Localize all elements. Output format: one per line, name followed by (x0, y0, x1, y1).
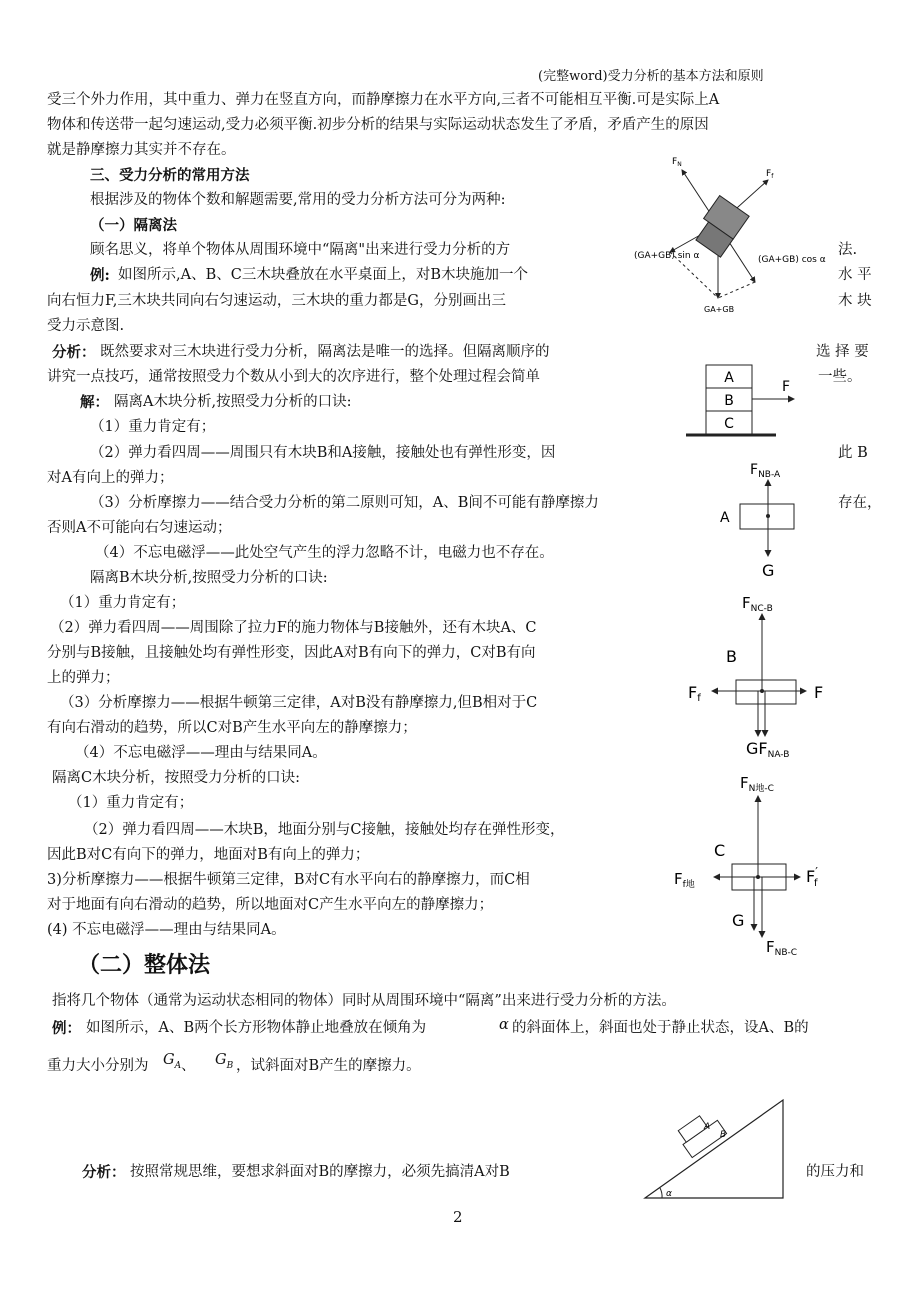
text-line: 存在， (838, 495, 882, 511)
text-line: 3)分析摩擦力——根据牛顿第三定律，B对C有水平向右的静摩擦力，而C相 (47, 872, 530, 888)
fbd-c-right-label: F′ f (806, 865, 818, 889)
fig1-sin-label: (GA+GB) sin α (634, 251, 700, 261)
text-line: 顾名思义，将单个物体从周围环境中“隔离"出来进行受力分析的方 (90, 242, 511, 258)
text-line: （4）不忘电磁浮——此处空气产生的浮力忽略不计，电磁力也不存在。 (95, 545, 554, 561)
text-line: 有向右滑动的趋势，所以C对B产生水平向左的静摩擦力； (47, 720, 417, 736)
text-line: 讲究一点技巧，通常按照受力个数从小到大的次序进行，整个处理过程会简单 (47, 369, 540, 385)
math-ga: $G_A$ (163, 1052, 182, 1071)
text-line: 木 块 (838, 293, 872, 309)
figure-stacked-blocks (686, 360, 816, 440)
fbd-a-top-label: $F_{NB-A}$ (750, 462, 781, 480)
text-line: 向右恒力F,三木块共同向右匀速运动，三木块的重力都是G，分别画出三 (47, 293, 506, 309)
text-line: （3）分析摩擦力——根据牛顿第三定律，A对B没有静摩擦力,但B相对于C (60, 695, 538, 711)
fbd-c-name: C (714, 841, 726, 860)
text-line: 既然要求对三木块进行受力分析，隔离法是唯一的选择。但隔离顺序的 (100, 344, 550, 360)
fbd-a-name: A (720, 510, 730, 526)
figure-fbd-a (716, 452, 836, 582)
fbd-c-g-label: G (732, 911, 745, 930)
text-line: 物体和传送带一起匀速运动,受力必须平衡.初步分析的结果与实际运动状态发生了矛盾，矛盾产生的原因 (47, 117, 709, 133)
text-line: （1）重力肯定有； (60, 595, 186, 611)
fbd-b-top-label: $F_{NC-B}$ (742, 594, 773, 614)
text-line: 隔离B木块分析,按照受力分析的口诀: (90, 570, 328, 586)
text-line: 对于地面有向右滑动的趋势，所以地面对C产生水平向左的静摩擦力； (47, 897, 494, 913)
text-line: （1）重力肯定有； (90, 419, 216, 435)
text-line: （1）重力肯定有； (68, 795, 194, 811)
fbd-b-left-label: Ff (688, 683, 701, 704)
text-line: 上的弹力； (47, 670, 120, 686)
page-header-title: (完整word)受力分析的基本方法和原则 (538, 69, 764, 84)
text-line: 隔离A木块分析,按照受力分析的口诀: (114, 394, 352, 410)
math-gb: $G_B$ (215, 1052, 234, 1071)
subsection-heading: （一）隔离法 (90, 217, 177, 234)
text-line: 指将几个物体（通常为运动状态相同的物体）同时从周围环境中“隔离”出来进行受力分析的方法。 (52, 993, 676, 1009)
text-line: 如图所示，A、B两个长方形物体静止地叠放在倾角为 (86, 1020, 427, 1036)
math-alpha: α (499, 1017, 509, 1033)
text-line: (4) 不忘电磁浮——理由与结果同A。 (47, 922, 286, 938)
text-line: （2）弹力看四周——周围除了拉力F的施力物体与B接触外，还有木块A、C (50, 620, 537, 636)
text-line: （3）分析摩擦力——结合受力分析的第二原则可知，A、B间不可能有静摩擦力 (90, 495, 599, 511)
text-line: 水 平 (838, 267, 872, 283)
fig1-cos-label: (GA+GB) cos α (758, 255, 826, 265)
fig1-ff-label: $F_f$ (766, 169, 774, 180)
text-line: 选 择 要 (816, 344, 869, 360)
solution-label: 解： (80, 394, 109, 411)
text-line: 受力示意图. (47, 318, 125, 334)
fig1-fn-label: $F_N$ (672, 157, 682, 168)
figure-incline (640, 1095, 790, 1205)
text-line: 一些。 (818, 369, 862, 385)
text-line: 按照常规思维，要想求斜面对B的摩擦力，必须先搞清A对B (130, 1164, 510, 1180)
text-line: 的压力和 (806, 1164, 864, 1180)
fbd-c-top-label: $F_{N地-C}$ (740, 774, 774, 794)
text-line: 就是静摩擦力其实并不存在。 (47, 142, 236, 158)
text-line: 对A有向上的弹力； (47, 470, 174, 486)
text-line: 隔离C木块分析，按照受力分析的口诀: (52, 770, 300, 786)
incline-label-b: B (720, 1130, 727, 1140)
fbd-c-left-label: $F_{f地}$ (674, 870, 695, 890)
analysis-label: 分析： (82, 1164, 126, 1181)
fbd-b-name: B (726, 647, 737, 666)
text-line: ，试斜面对B产生的摩擦力。 (236, 1058, 421, 1074)
fig1-g-label: GA+GB (704, 305, 735, 314)
text-line: 的斜面体上，斜面也处于静止状态，设A、B的 (512, 1020, 809, 1036)
figure-force-decomposition (630, 150, 840, 325)
example-label: 例： (52, 1020, 81, 1037)
incline-angle: α (666, 1189, 672, 1199)
text-line: 因此B对C有向下的弹力，地面对B有向上的弹力； (47, 847, 370, 863)
subsection-heading-whole: （二）整体法 (78, 952, 211, 978)
fbd-c-bottom-label: $F_{NB-C}$ (766, 938, 798, 958)
section-heading: 三、受力分析的常用方法 (90, 167, 250, 184)
page-number: 2 (453, 1208, 463, 1226)
fbd-b-bottom-label: GFNA-B (746, 739, 790, 760)
fbd-b-right-label: F (814, 683, 824, 702)
stack-label-c: C (724, 416, 734, 432)
stack-label-b: B (724, 393, 734, 409)
example-label: 例: (90, 267, 110, 284)
text-line: 否则A不可能向右匀速运动； (47, 520, 232, 536)
text-line: （2）弹力看四周——木块B，地面分别与C接触，接触处均存在弹性形变， (84, 822, 565, 838)
incline-label-a: A (704, 1122, 711, 1132)
text-line: 法. (838, 242, 858, 258)
text-line: 受三个外力作用，其中重力、弹力在竖直方向，而静摩擦力在水平方向,三者不可能相互平衡.可是实际上A (47, 92, 720, 108)
analysis-label: 分析： (52, 344, 96, 361)
text-line: （4）不忘电磁浮——理由与结果同A。 (75, 745, 327, 761)
text-line: 如图所示,A、B、C三木块叠放在水平桌面上，对B木块施加一个 (118, 267, 528, 283)
text-line: 分别与B接触，且接触处均有弹性形变，因此A对B有向下的弹力，C对B有向 (47, 645, 536, 661)
stack-label-f: F (782, 379, 791, 395)
figure-fbd-b (684, 588, 844, 763)
text-line: 根据涉及的物体个数和解题需要,常用的受力分析方法可分为两种: (90, 192, 506, 208)
text-line: 此 B (838, 445, 868, 461)
text-line: （2）弹力看四周——周围只有木块B和A接触，接触处也有弹性形变，因 (90, 445, 556, 461)
text-line: 重力大小分别为 (47, 1058, 149, 1074)
text-line: 、 (181, 1058, 196, 1074)
stack-label-a: A (724, 370, 734, 386)
figure-fbd-c (674, 762, 844, 962)
fbd-a-g-label: G (762, 561, 775, 580)
